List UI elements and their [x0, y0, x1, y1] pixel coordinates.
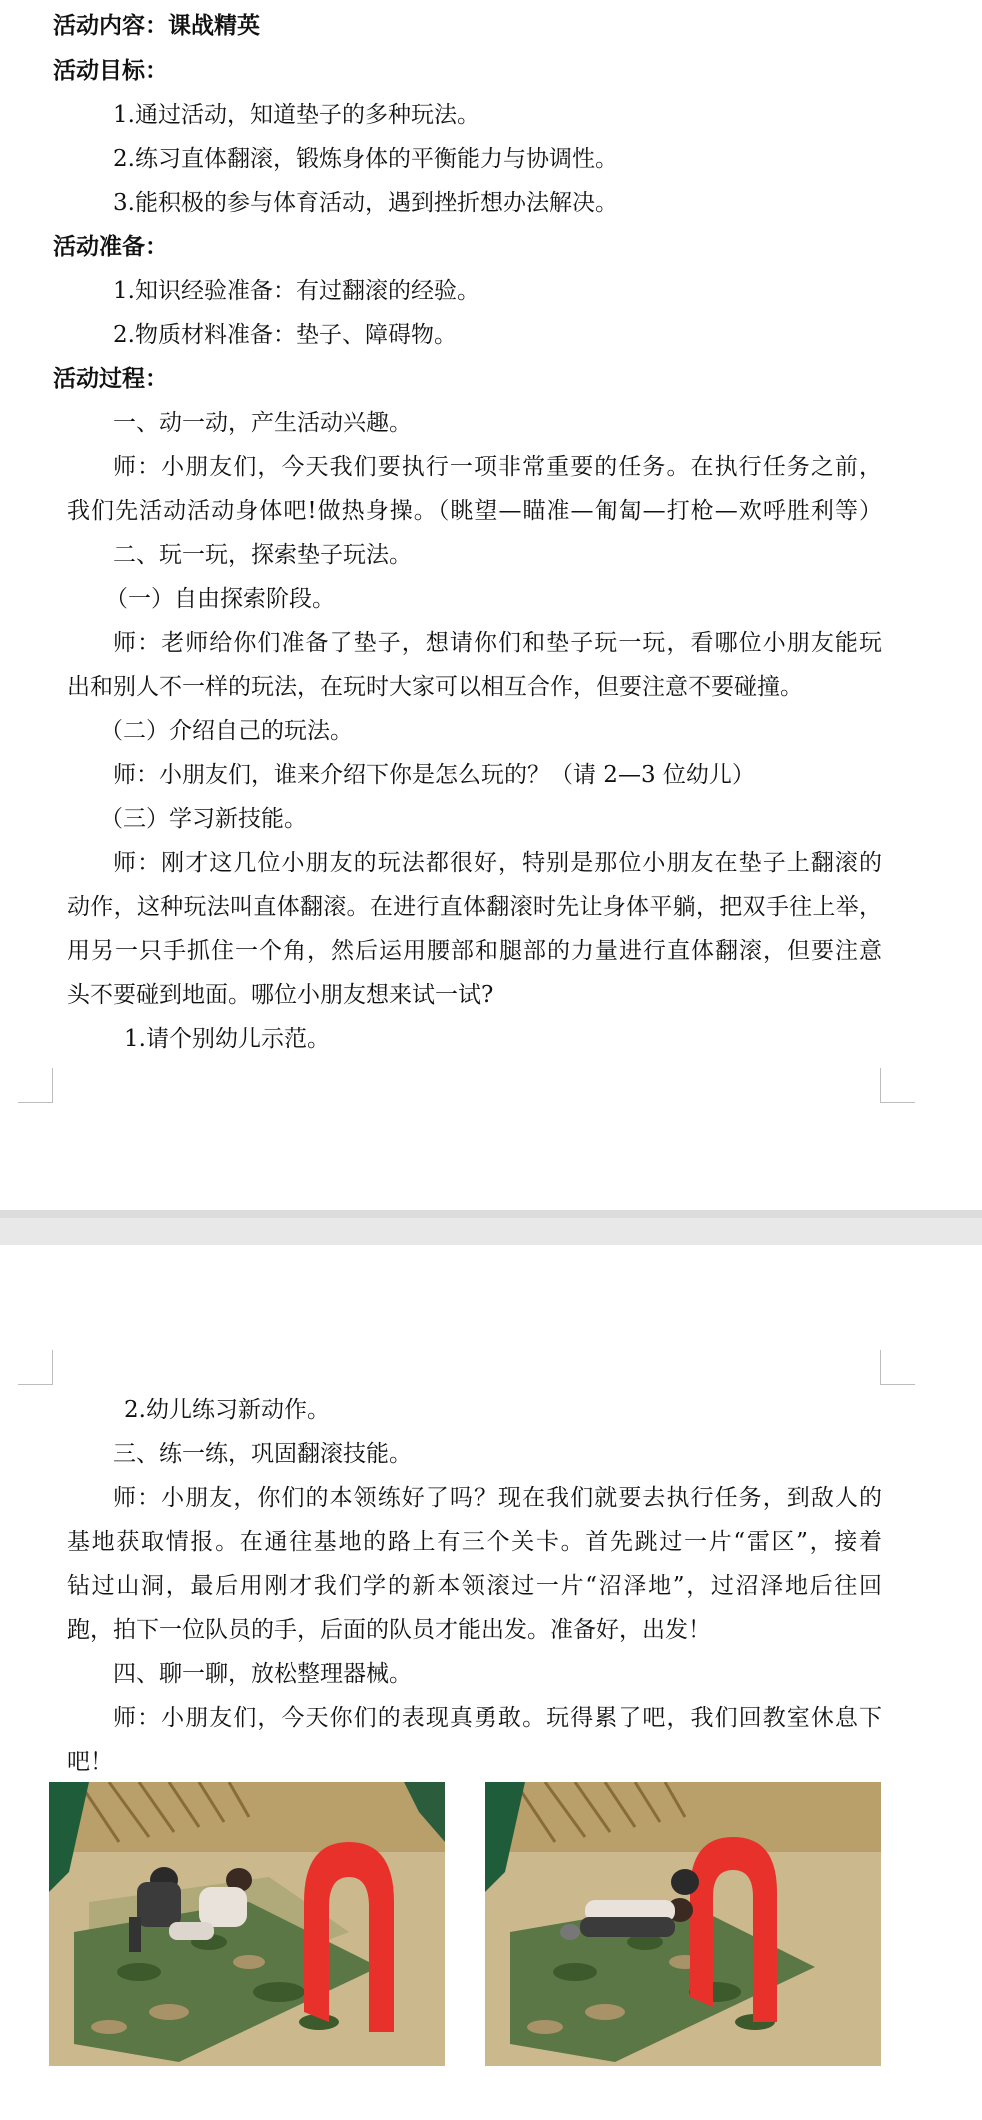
margin-corner-mark	[18, 1068, 53, 1103]
goal-item-3: 3.能积极的参与体育活动，遇到挫折想办法解决。	[113, 190, 618, 216]
paragraph-5-line-4: 跑，拍下一位队员的手，后面的队员才能出发。准备好，出发！	[67, 1617, 711, 1643]
activity-goals-heading: 活动目标：	[53, 57, 168, 84]
goal-item-1: 1.通过活动，知道垫子的多种玩法。	[113, 102, 480, 128]
practice-item-2: 2.幼儿练习新动作。	[124, 1397, 330, 1423]
sub-step-1: （一）自由探索阶段。	[105, 586, 335, 612]
paragraph-4-line-3: 用另一只手抓住一个角，然后运用腰部和腿部的力量进行直体翻滚，但要注意	[67, 938, 882, 964]
paragraph-3: 师：小朋友们，谁来介绍下你是怎么玩的？（请 2—3 位幼儿）	[113, 762, 755, 788]
paragraph-1-line-1: 师：小朋友们，今天我们要执行一项非常重要的任务。在执行任务之前，	[113, 454, 882, 480]
paragraph-4-line-2: 动作，这种玩法叫直体翻滚。在进行直体翻滚时先让身体平躺，把双手往上举，	[67, 894, 882, 920]
prep-item-2: 2.物质材料准备：垫子、障碍物。	[113, 322, 457, 348]
sub-step-3: （三）学习新技能。	[100, 806, 307, 832]
sub-step-2: （二）介绍自己的玩法。	[100, 718, 353, 744]
process-step-4: 四、聊一聊，放松整理器械。	[113, 1661, 412, 1687]
process-step-1: 一、动一动，产生活动兴趣。	[113, 410, 412, 436]
process-step-3: 三、练一练，巩固翻滚技能。	[113, 1441, 412, 1467]
margin-corner-mark	[18, 1350, 53, 1385]
activity-photo-1-image	[49, 1782, 445, 2066]
document-page-2	[0, 1245, 982, 2120]
margin-corner-mark	[880, 1350, 915, 1385]
paragraph-5-line-3: 钻过山洞，最后用刚才我们学的新本领滚过一片“沼泽地”，过沼泽地后往回	[67, 1573, 882, 1599]
paragraph-5-line-1: 师：小朋友，你们的本领练好了吗？现在我们就要去执行任务，到敌人的	[113, 1485, 882, 1511]
activity-content-heading: 活动内容：课战精英	[53, 12, 260, 39]
paragraph-6-line-1: 师：小朋友们，今天你们的表现真勇敢。玩得累了吧，我们回教室休息下	[113, 1705, 882, 1731]
activity-photo-2-image	[485, 1782, 881, 2066]
goal-item-2: 2.练习直体翻滚，锻炼身体的平衡能力与协调性。	[113, 146, 618, 172]
activity-prep-heading: 活动准备：	[53, 233, 168, 260]
paragraph-1-line-2: 我们先活动活动身体吧!做热身操。（眺望—瞄准—匍匐—打枪—欢呼胜利等）	[67, 498, 882, 524]
paragraph-2-line-2: 出和别人不一样的玩法，在玩时大家可以相互合作，但要注意不要碰撞。	[67, 674, 803, 700]
paragraph-6-line-2: 吧！	[67, 1749, 113, 1775]
activity-photo-1	[49, 1782, 445, 2066]
prep-item-1: 1.知识经验准备：有过翻滚的经验。	[113, 278, 480, 304]
paragraph-4-line-1: 师：刚才这几位小朋友的玩法都很好，特别是那位小朋友在垫子上翻滚的	[113, 850, 882, 876]
page-break-gap	[0, 1210, 982, 1245]
margin-corner-mark	[880, 1068, 915, 1103]
activity-process-heading: 活动过程：	[53, 365, 168, 392]
demo-item-1: 1.请个别幼儿示范。	[124, 1026, 330, 1052]
process-step-2: 二、玩一玩，探索垫子玩法。	[113, 542, 412, 568]
paragraph-4-line-4: 头不要碰到地面。哪位小朋友想来试一试?	[67, 982, 494, 1008]
paragraph-2-line-1: 师：老师给你们准备了垫子，想请你们和垫子玩一玩，看哪位小朋友能玩	[113, 630, 882, 656]
activity-photo-2	[485, 1782, 881, 2066]
paragraph-5-line-2: 基地获取情报。在通往基地的路上有三个关卡。首先跳过一片“雷区”，接着	[67, 1529, 882, 1555]
